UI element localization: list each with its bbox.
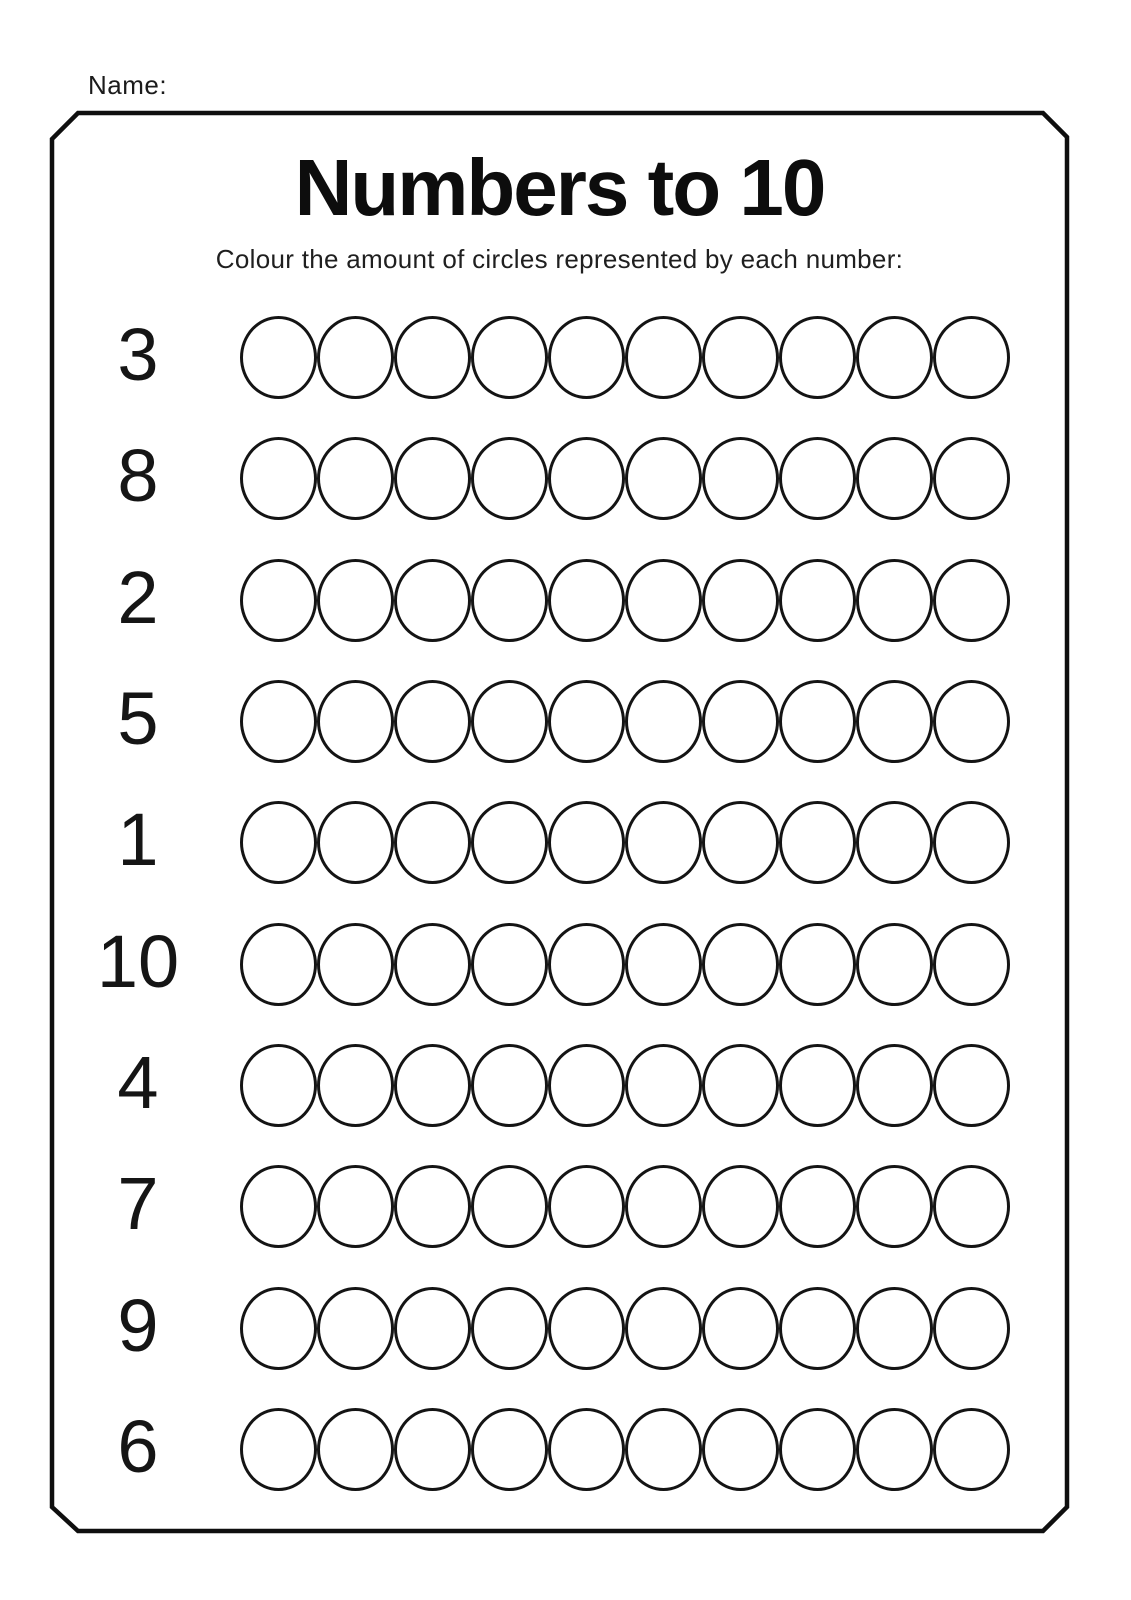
colour-circle[interactable] (779, 1044, 856, 1127)
colour-circle[interactable] (240, 437, 317, 520)
colour-circle[interactable] (702, 559, 779, 642)
colour-circle[interactable] (317, 316, 394, 399)
worksheet-instructions: Colour the amount of circles represented by each number: (215, 244, 904, 274)
colour-circle[interactable] (471, 1408, 548, 1491)
colour-circle[interactable] (856, 923, 933, 1006)
colour-circle[interactable] (394, 316, 471, 399)
colour-circle[interactable] (548, 801, 625, 884)
colour-circle[interactable] (702, 923, 779, 1006)
colour-circle[interactable] (317, 1165, 394, 1248)
colour-circle[interactable] (394, 1165, 471, 1248)
colour-circle[interactable] (933, 559, 1010, 642)
colour-circle[interactable] (394, 437, 471, 520)
colour-circle[interactable] (471, 1044, 548, 1127)
worksheet-row (52, 920, 1067, 1007)
worksheet-row (52, 434, 1067, 521)
colour-circle[interactable] (779, 801, 856, 884)
colour-circle[interactable] (394, 923, 471, 1006)
colour-circle[interactable] (394, 1044, 471, 1127)
colour-circle[interactable] (317, 1044, 394, 1127)
colour-circle[interactable] (240, 559, 317, 642)
row-number-label: 9 (117, 1284, 159, 1367)
colour-circle[interactable] (702, 1408, 779, 1491)
colour-circle[interactable] (779, 923, 856, 1006)
colour-circle[interactable] (317, 1408, 394, 1491)
colour-circle[interactable] (933, 1165, 1010, 1248)
colour-circle[interactable] (548, 1165, 625, 1248)
circle-row (240, 559, 1010, 642)
colour-circle[interactable] (856, 1408, 933, 1491)
colour-circle[interactable] (856, 1165, 933, 1248)
colour-circle[interactable] (856, 801, 933, 884)
circle-row (240, 1165, 1010, 1248)
colour-circle[interactable] (625, 1165, 702, 1248)
worksheet-row (52, 1284, 1067, 1371)
worksheet-row (52, 677, 1067, 764)
colour-circle[interactable] (933, 316, 1010, 399)
colour-circle[interactable] (394, 559, 471, 642)
colour-circle[interactable] (856, 437, 933, 520)
colour-circle[interactable] (856, 316, 933, 399)
colour-circle[interactable] (240, 316, 317, 399)
colour-circle[interactable] (933, 801, 1010, 884)
colour-circle[interactable] (471, 559, 548, 642)
row-number-label: 7 (117, 1162, 159, 1245)
colour-circle[interactable] (471, 437, 548, 520)
colour-circle[interactable] (779, 316, 856, 399)
colour-circle[interactable] (471, 1287, 548, 1370)
colour-circle[interactable] (548, 680, 625, 763)
colour-circle[interactable] (702, 801, 779, 884)
colour-circle[interactable] (471, 801, 548, 884)
worksheet-row (52, 798, 1067, 885)
colour-circle[interactable] (933, 680, 1010, 763)
colour-circle[interactable] (240, 923, 317, 1006)
colour-circle[interactable] (317, 559, 394, 642)
colour-circle[interactable] (779, 437, 856, 520)
colour-circle[interactable] (317, 1287, 394, 1370)
colour-circle[interactable] (856, 1287, 933, 1370)
colour-circle[interactable] (933, 437, 1010, 520)
colour-circle[interactable] (240, 801, 317, 884)
colour-circle[interactable] (933, 923, 1010, 1006)
colour-circle[interactable] (240, 1044, 317, 1127)
colour-circle[interactable] (625, 680, 702, 763)
worksheet-row (52, 313, 1067, 400)
colour-circle[interactable] (548, 437, 625, 520)
colour-circle[interactable] (779, 559, 856, 642)
colour-circle[interactable] (317, 801, 394, 884)
colour-circle[interactable] (548, 559, 625, 642)
name-label[interactable]: Name: (88, 70, 168, 100)
circle-row (240, 1044, 1010, 1127)
colour-circle[interactable] (702, 316, 779, 399)
colour-circle[interactable] (240, 680, 317, 763)
colour-circle[interactable] (856, 1044, 933, 1127)
colour-circle[interactable] (471, 1165, 548, 1248)
colour-circle[interactable] (548, 316, 625, 399)
colour-circle[interactable] (702, 1044, 779, 1127)
colour-circle[interactable] (317, 923, 394, 1006)
colour-circle[interactable] (779, 1287, 856, 1370)
colour-circle[interactable] (548, 923, 625, 1006)
row-number-label: 1 (117, 798, 159, 881)
worksheet-row (52, 1162, 1067, 1249)
colour-circle[interactable] (625, 316, 702, 399)
worksheet-row (52, 1041, 1067, 1128)
colour-circle[interactable] (548, 1287, 625, 1370)
colour-circle[interactable] (933, 1287, 1010, 1370)
colour-circle[interactable] (548, 1408, 625, 1491)
colour-circle[interactable] (394, 801, 471, 884)
row-number-label: 6 (117, 1405, 159, 1488)
colour-circle[interactable] (625, 1408, 702, 1491)
worksheet-title: Numbers to 10 (294, 143, 825, 232)
row-number-label: 8 (117, 434, 159, 517)
colour-circle[interactable] (471, 680, 548, 763)
colour-circle[interactable] (933, 1044, 1010, 1127)
colour-circle[interactable] (240, 1165, 317, 1248)
colour-circle[interactable] (471, 316, 548, 399)
worksheet-row (52, 556, 1067, 643)
colour-circle[interactable] (933, 1408, 1010, 1491)
colour-circle[interactable] (394, 1287, 471, 1370)
colour-circle[interactable] (625, 923, 702, 1006)
colour-circle[interactable] (856, 680, 933, 763)
colour-circle[interactable] (702, 437, 779, 520)
circle-row (240, 923, 1010, 1006)
circle-row (240, 680, 1010, 763)
colour-circle[interactable] (625, 1287, 702, 1370)
circle-row (240, 1287, 1010, 1370)
colour-circle[interactable] (625, 801, 702, 884)
circle-row (240, 316, 1010, 399)
colour-circle[interactable] (779, 1408, 856, 1491)
colour-circle[interactable] (702, 680, 779, 763)
colour-circle[interactable] (779, 1165, 856, 1248)
row-number-label: 4 (117, 1041, 159, 1124)
colour-circle[interactable] (625, 559, 702, 642)
row-number-label: 10 (96, 920, 180, 1003)
circle-row (240, 801, 1010, 884)
colour-circle[interactable] (240, 1408, 317, 1491)
colour-circle[interactable] (856, 559, 933, 642)
circle-row (240, 437, 1010, 520)
colour-circle[interactable] (317, 680, 394, 763)
row-number-label: 5 (117, 677, 159, 760)
colour-circle[interactable] (471, 923, 548, 1006)
circle-row (240, 1408, 1010, 1491)
colour-circle[interactable] (240, 1287, 317, 1370)
colour-circle[interactable] (625, 1044, 702, 1127)
colour-circle[interactable] (625, 437, 702, 520)
colour-circle[interactable] (317, 437, 394, 520)
colour-circle[interactable] (702, 1287, 779, 1370)
colour-circle[interactable] (702, 1165, 779, 1248)
colour-circle[interactable] (394, 680, 471, 763)
colour-circle[interactable] (779, 680, 856, 763)
colour-circle[interactable] (548, 1044, 625, 1127)
row-number-label: 2 (117, 556, 159, 639)
colour-circle[interactable] (394, 1408, 471, 1491)
row-number-label: 3 (117, 313, 159, 396)
worksheet-row (52, 1405, 1067, 1492)
